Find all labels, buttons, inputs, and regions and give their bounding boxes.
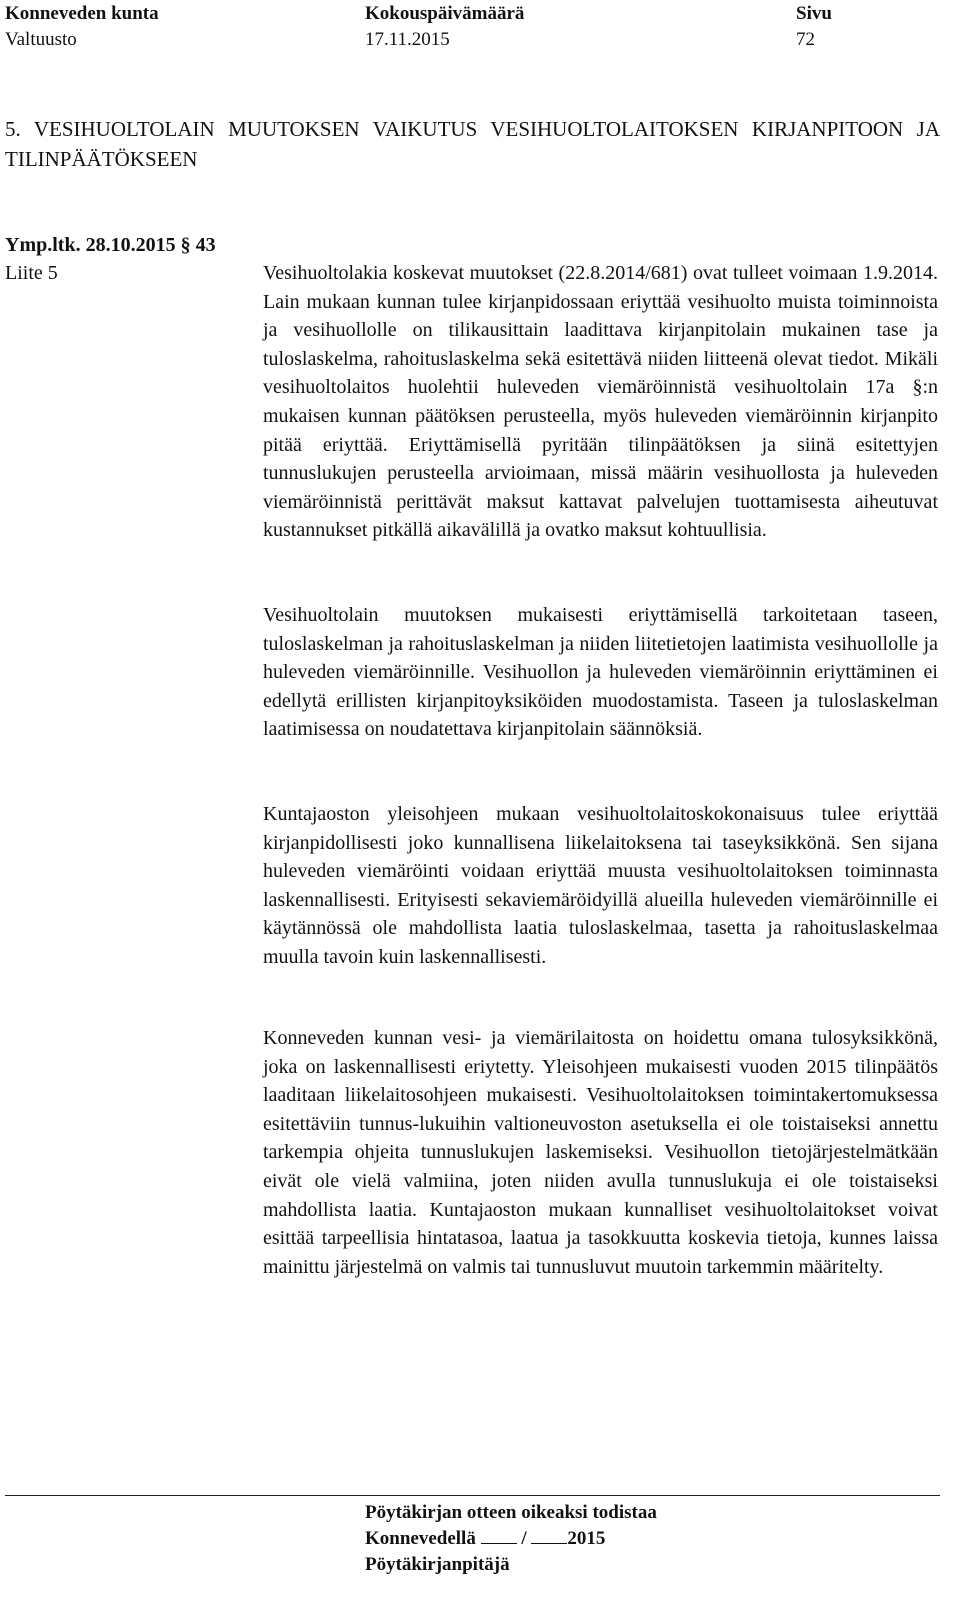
certification-label: Pöytäkirjan otteen oikeaksi todistaa: [365, 1502, 657, 1523]
meeting-date: 17.11.2015: [365, 29, 450, 50]
date-separator: /: [521, 1528, 527, 1549]
page-label: Sivu: [796, 3, 832, 24]
paragraph-4: Konneveden kunnan vesi- ja viemärilaitosta on hoidettu omana tulosyksikkönä, joka on laskennallisesti eriytetty. Yleisohjeen mukaisesti vuoden 2015 tilinpäätös laaditaan liikelaitosohjeen mukaisesti. Vesihuoltolaitoksen toimintakertomuksessa esitettäviin tunnus-lukuihin valtioneuvoston asetuksella ei ole toistaiseksi annettu tarkempia ohjeita tunnuslukujen laskemiseksi. Vesihuollon tietojärjestelmätkään eivät ole vielä valmiina, joten niiden avulla tunnuslukuja ei ole toistaiseksi mahdollista laatia. Kuntajaoston mukaan kunnalliset vesihuoltolaitokset voivat esittää tarpeellisia hintatasoa, laatua ja tasokkuutta koskevia tietoja, kunnes laissa mainittu järjestelmä on valmis tai tunnusluvut muutoin tarkemmin määritelty.: [263, 1027, 938, 1278]
signature-place: Konnevedellä: [365, 1528, 476, 1549]
minutes-keeper-label: Pöytäkirjanpitäjä: [365, 1554, 510, 1575]
day-blank: [481, 1529, 517, 1544]
signature-place-date: [365, 1528, 605, 1550]
meeting-date-label: Kokouspäivämäärä: [365, 3, 525, 24]
paragraph-1: Vesihuoltolakia koskevat muutokset (22.8.2014/681) ovat tulleet voimaan 1.9.2014. Lain mukaan kunnan tulee kirjanpidossaan eriyttää vesihuolto muista toiminnoista ja vesihuollolle on tilikausittain laadittava kirjanpitolain mukainen tase ja tuloslaskelma, rahoituslaskelma sekä esitettävä niiden liitteenä olevat tiedot. Mikäli vesihuoltolaitos huolehtii huleveden viemäröinnistä vesihuoltolain 17a §:n mukaisen kunnan päätöksen perusteella, myös huleveden viemäröinnin kirjanpito pitää eriyttää. Eriyttämisellä pyritään tilinpäätöksen ja siinä esitettyjen tunnuslukujen perusteella arvioimaan, missä määrin vesihuollosta ja huleveden viemäröinnistä perittävät maksut kattavat palvelujen tuottamisesta aiheutuvat kustannukset pitkällä aikavälillä ja ovatko maksut kohtuullisia.: [263, 262, 938, 542]
paragraph-2: Vesihuoltolain muutoksen mukaisesti eriyttämisellä tarkoitetaan taseen, tuloslaskelman ja rahoituslaskelman ja niiden liitetietojen laatimista vesihuollolle ja huleveden viemäröinnille. Vesihuollon ja huleveden viemäröinnin eriyttäminen ei edellytä erillisten kirjanpitoyksiköiden muodostamista. Taseen ja tuloslaskelman laatimisessa on noudatettava kirjanpitolain säännöksiä.: [263, 604, 938, 741]
attachment-label: Liite 5: [5, 262, 58, 284]
month-blank: [531, 1529, 567, 1544]
meeting-reference: Ymp.ltk. 28.10.2015 § 43: [5, 234, 216, 256]
body-name: Valtuusto: [5, 29, 77, 50]
signature-year: 2015: [567, 1528, 606, 1549]
page-number: 72: [796, 29, 815, 50]
section-title: 5. VESIHUOLTOLAIN MUUTOKSEN VAIKUTUS VESIHUOLTOLAITOKSEN KIRJANPITOON JA TILINPÄÄTÖKSEEN: [5, 117, 940, 171]
paragraph-3: Kuntajaoston yleisohjeen mukaan vesihuoltolaitoskokonaisuus tulee eriyttää kirjanpidollisesti joko kunnallisena liikelaitoksena tai taseyksikkönä. Sen sijana huleveden viemäröinti voidaan eriyttää muusta vesihuoltolaitoksen toiminnasta laskennallisesti. Erityisesti sekaviemäröidyillä alueilla huleveden viemäröinnille ei käytännössä ole mahdollista laatia tuloslaskelmaa, tasetta ja rahoituslaskelmaa muulla tavoin kuin laskennallisesti.: [263, 803, 938, 968]
footer-divider: [5, 1495, 940, 1496]
municipality-name: Konneveden kunta: [5, 3, 159, 24]
